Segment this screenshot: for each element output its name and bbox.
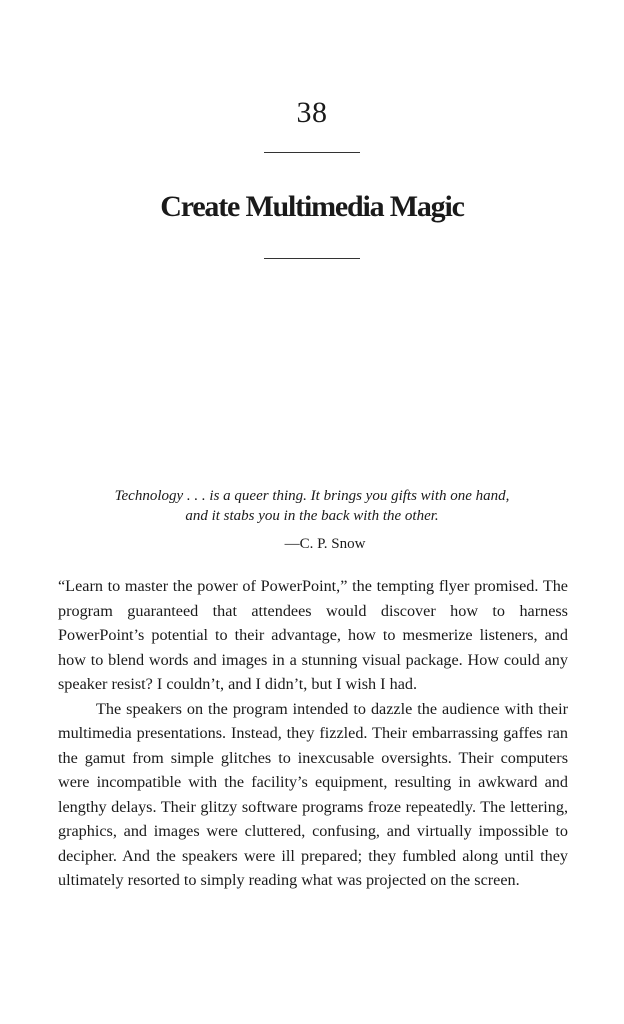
epigraph-quote <box>60 486 564 526</box>
paragraph-2: The speakers on the program intended to dazzle the audience with their multimedia presentations. Instead, they fizzled. Their embarrassing gaffes ran the gamut from simple glitches to inexcusable oversights. Their computers were incompatible with the facility’s equipment, resulting in awkward and lengthy delays. Their glitzy software programs froze repeatedly. The lettering, graphics, and images were cluttered, confusing, and virtually impossible to decipher. And the speakers were ill prepared; they fumbled along until they ultimately resorted to simply reading what was projected on the screen. <box>58 699 568 889</box>
paragraph-1: “Learn to master the power of PowerPoint,” the tempting flyer promised. The program guaranteed that attendees would discover how to harness PowerPoint’s potential to their advantage, how to mesmerize listeners, and how to blend words and images in a stunning visual package. How could any speaker resist? I couldn’t, and I didn’t, but I wish I had. <box>58 577 568 693</box>
divider-top <box>264 152 360 153</box>
epigraph-line-1: Technology . . . is a queer thing. It brings you gifts with one hand, <box>114 488 510 504</box>
chapter-title: Create Multimedia Magic <box>160 190 464 223</box>
epigraph-attribution-row <box>0 534 624 554</box>
chapter-number: 38 <box>296 96 328 129</box>
epigraph-attribution: —C. P. Snow <box>284 536 366 552</box>
body-text <box>58 574 568 893</box>
epigraph-line-2: and it stabs you in the back with the other. <box>185 508 439 524</box>
divider-bottom <box>264 258 360 259</box>
